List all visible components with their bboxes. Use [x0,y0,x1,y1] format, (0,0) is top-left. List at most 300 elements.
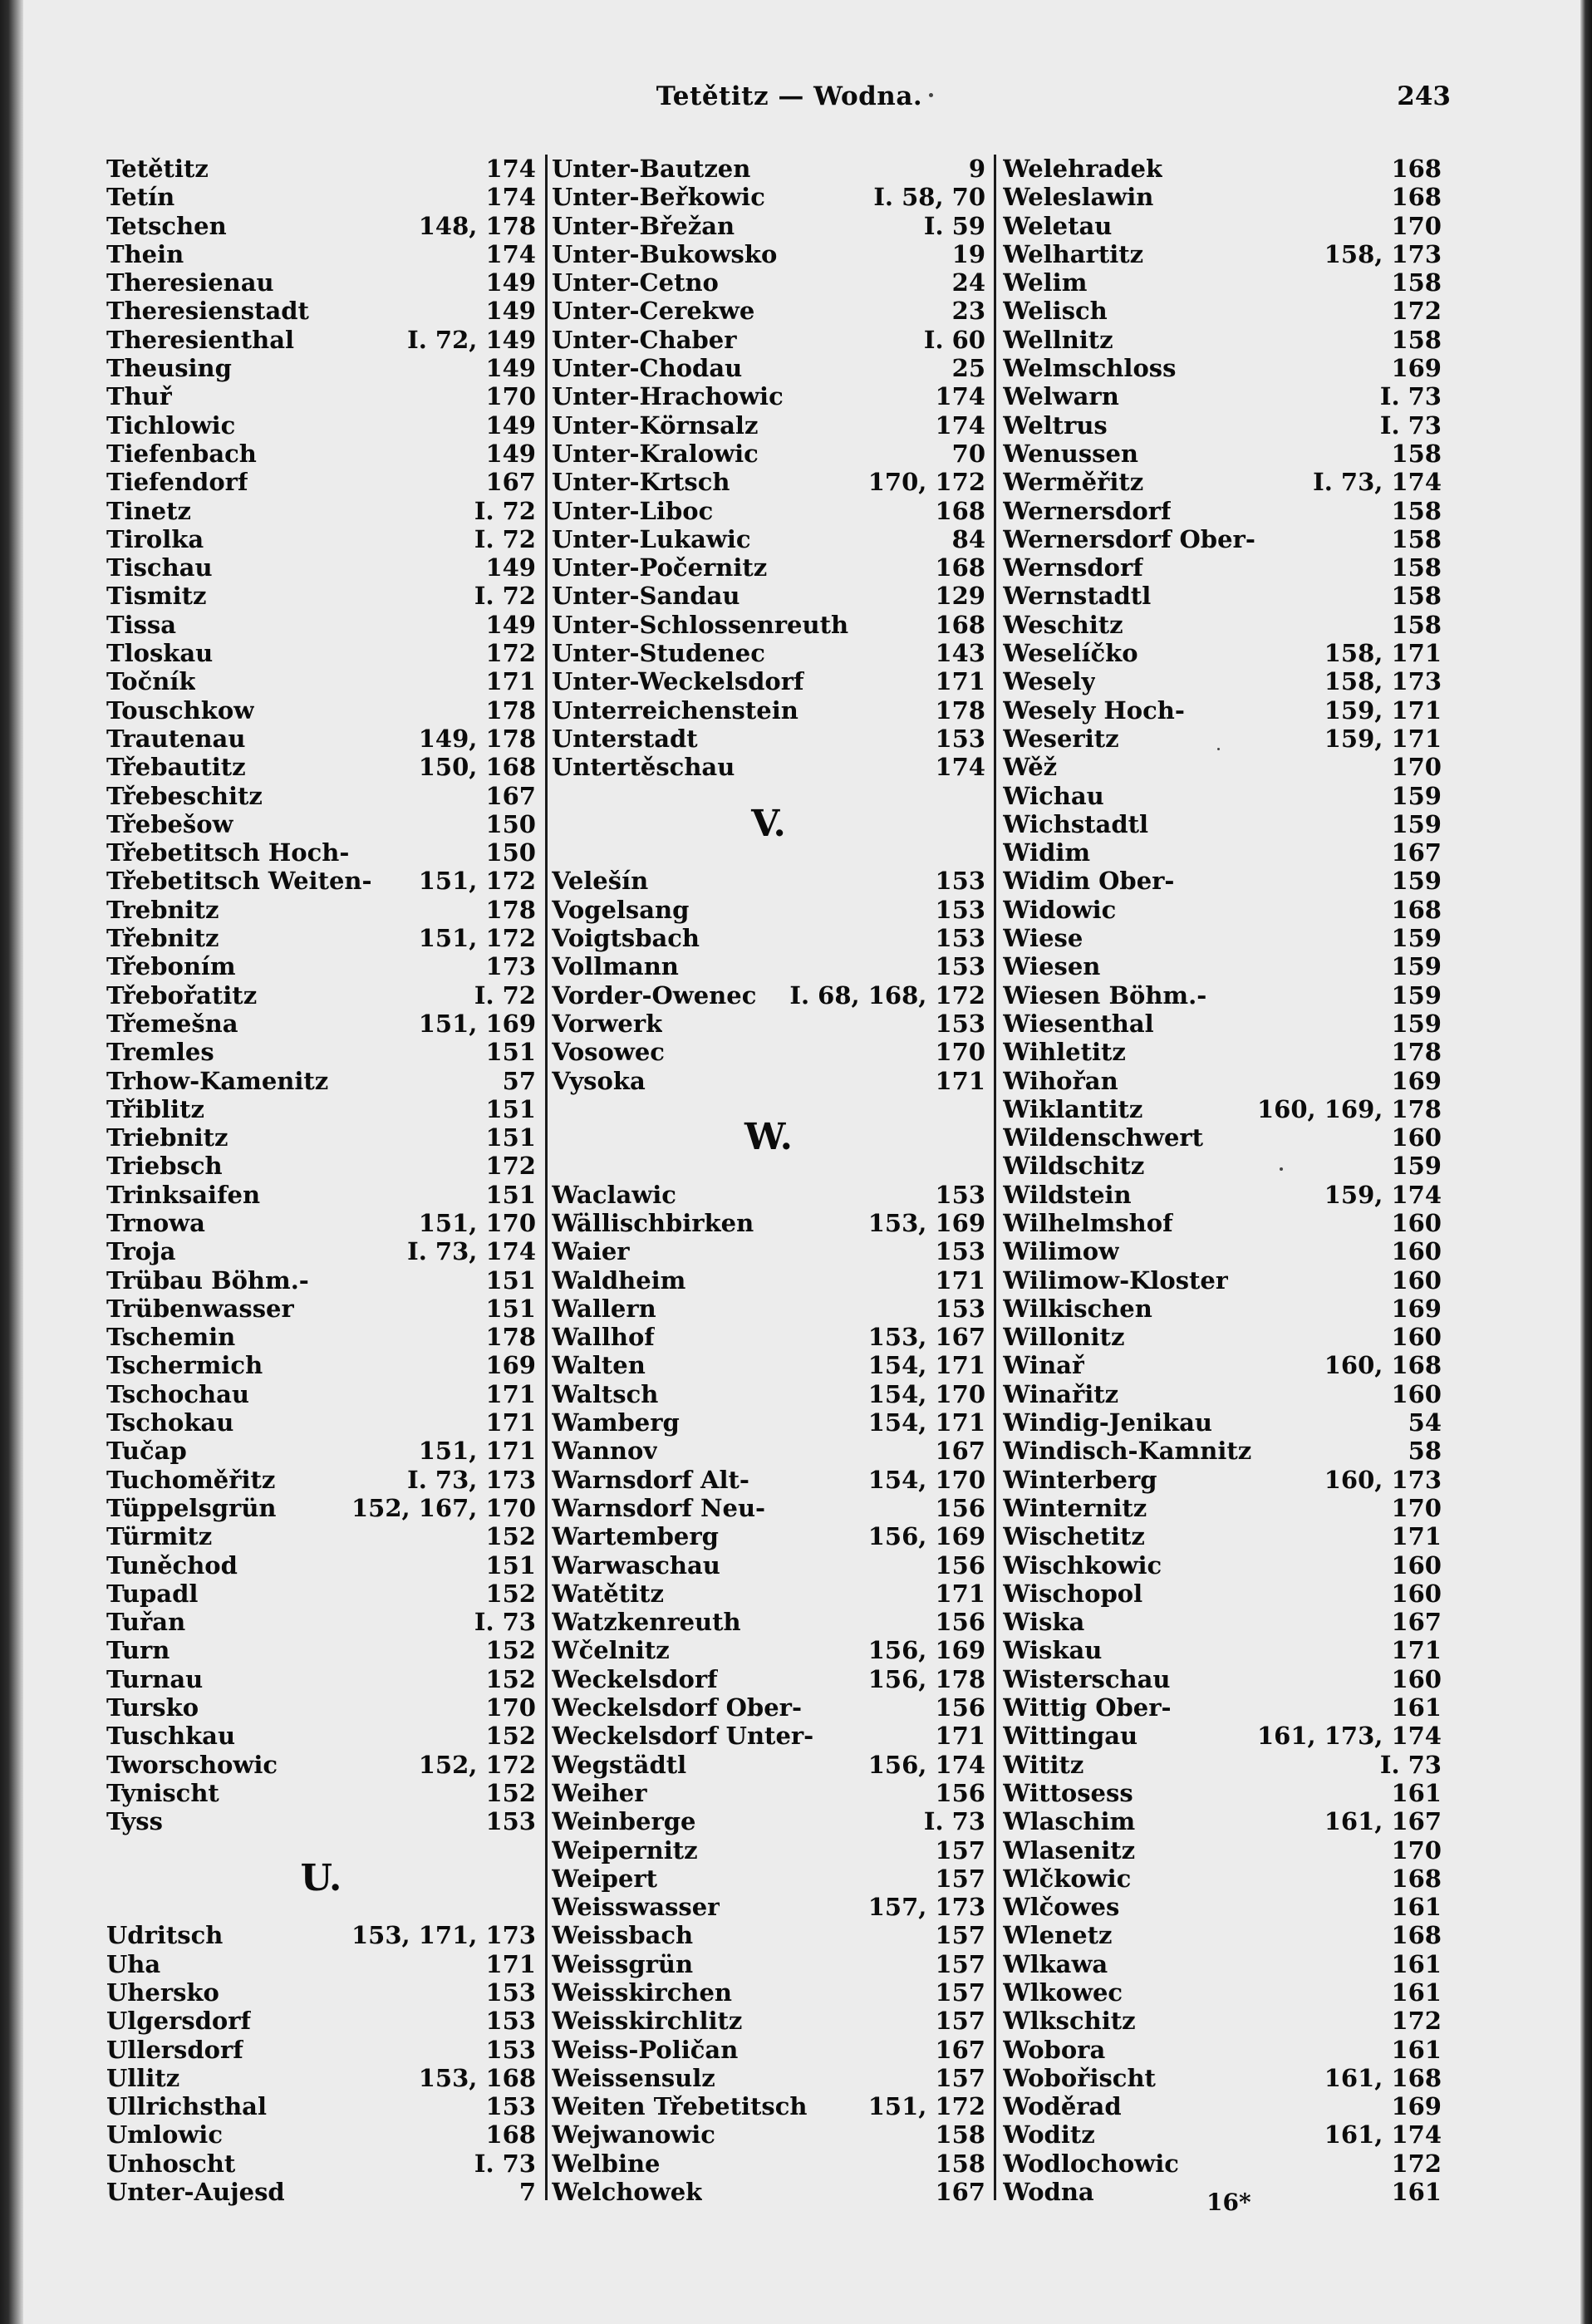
page-reference: 152 [485,1722,536,1751]
page-reference: 152 [485,1636,536,1665]
index-entry [552,1010,985,1038]
index-entry [1003,1295,1442,1323]
page-reference: 159, 174 [1324,1180,1442,1209]
page-reference: 158 [1391,496,1442,525]
index-entry [552,924,985,952]
place-name: Tischau [106,553,213,582]
place-name: Weisskirchen [552,1978,732,2007]
page-reference: 158, 173 [1324,239,1442,268]
index-entry [1003,867,1442,895]
index-entry [1003,1807,1442,1835]
page-reference: 168 [1391,895,1442,924]
index-entry [106,268,536,297]
page-reference: I. 73, 174 [1313,468,1442,497]
index-entry [1003,1580,1442,1608]
place-name: Třebautitz [106,753,246,782]
index-entry [1003,753,1442,781]
page-reference: 154, 171 [867,1351,985,1380]
index-entry [552,2064,985,2092]
page-reference: 159, 171 [1324,724,1442,753]
index-entry [106,1380,536,1408]
page-reference: 171 [935,1722,985,1751]
index-entry [1003,1665,1442,1693]
index-entry [1003,2120,1442,2149]
place-name: Winař [1003,1351,1085,1380]
index-entry [552,1266,985,1295]
page-reference: 151 [485,1550,536,1580]
page-reference: I. 73, 173 [407,1465,536,1494]
page-reference: 161, 173, 174 [1257,1722,1442,1751]
index-entry [552,525,985,553]
page-reference: 156, 169 [867,1522,985,1551]
place-name: Wischetitz [1003,1522,1145,1551]
place-name: Unter-Körnsalz [552,410,759,440]
index-entry [552,1978,985,2007]
index-entry [1003,1351,1442,1379]
page-reference: 169 [1391,354,1442,383]
index-entry [106,896,536,924]
page-reference: 174 [485,155,536,183]
page-reference: 153 [485,2007,536,2036]
page-reference: 160 [1391,1265,1442,1295]
page-reference: 167 [1391,838,1442,867]
index-entry [106,1466,536,1494]
index-entry [552,2150,985,2178]
place-name: Wischkowic [1003,1550,1162,1580]
index-entry [106,582,536,610]
index-entry [106,440,536,468]
index-entry [1003,382,1442,410]
page-reference: 168 [1391,183,1442,212]
index-entry [106,2178,536,2206]
index-entry [1003,667,1442,695]
place-name: Wichau [1003,781,1104,810]
place-name: Wernersdorf Ober- [1003,524,1255,553]
place-name: Weinberge [552,1807,696,1836]
place-name: Unter-Beřkowic [552,183,765,212]
place-name: Tschermich [106,1351,263,1380]
page-reference: 178 [935,695,985,725]
page-reference: 174 [935,382,985,411]
place-name: Unter-Studenec [552,639,765,668]
page-reference: 156 [935,1693,985,1722]
place-name: Widowic [1003,895,1117,924]
index-entry [552,2007,985,2035]
section-letter: V. [751,802,786,845]
place-name: Unter-Cetno [552,268,719,297]
place-name: Warnsdorf Alt- [552,1465,749,1494]
place-name: Thuř [106,382,173,411]
place-name: Triebnitz [106,1123,228,1152]
place-name: Ullersdorf [106,2035,243,2064]
page-reference: 7 [518,2178,536,2207]
index-entry [106,952,536,980]
place-name: Wlkowec [1003,1978,1123,2007]
page-reference: 157, 173 [867,1893,985,1922]
page-reference: 149 [485,268,536,297]
place-name: Widim [1003,838,1091,867]
place-name: Wejwanowic [552,2120,715,2150]
page-reference: 151 [485,1094,536,1123]
place-name: Türmitz [106,1522,213,1551]
index-entry [106,1323,536,1351]
page-reference: 170, 172 [867,468,985,497]
page-reference: 170 [1391,753,1442,782]
place-name: Tuschkau [106,1722,236,1751]
page-number: 243 [1397,81,1451,111]
index-entry [552,1722,985,1750]
page-reference: 153 [935,867,985,896]
place-name: Tschokau [106,1408,234,1437]
page-reference: 170 [485,382,536,411]
page-reference: 168 [935,610,985,639]
index-entry [106,1950,536,1978]
place-name: Waier [552,1237,630,1266]
place-name: Weiss-Poličan [552,2035,739,2064]
index-entry [106,1722,536,1750]
page-reference: 152 [485,1664,536,1693]
index-entry [106,981,536,1010]
index-entry [1003,1123,1442,1152]
index-entry [1003,2092,1442,2120]
place-name: Wernersdorf [1003,496,1172,525]
page-reference: 159 [1391,1009,1442,1038]
place-name: Vollmann [552,952,679,981]
index-entry [106,382,536,410]
page-reference: 156 [935,1550,985,1580]
place-name: Wichstadtl [1003,809,1149,838]
page-reference: 149 [485,610,536,639]
index-entry [1003,1209,1442,1237]
place-name: Weiten Třebetitsch [552,2092,808,2121]
index-entry [106,183,536,211]
index-entry [1003,1978,1442,2007]
page-header [0,81,1592,115]
place-name: Tirolka [106,524,204,553]
place-name: Watzkenreuth [552,1608,741,1637]
place-name: Winterberg [1003,1465,1157,1494]
index-entry [552,1351,985,1379]
place-name: Wiese [1003,924,1083,953]
page-reference: 153 [935,1237,985,1266]
index-entry [552,611,985,639]
page-reference: 156 [935,1778,985,1807]
index-entry [552,326,985,354]
index-entry [1003,810,1442,838]
index-entry [552,1807,985,1835]
page-reference: 150 [485,838,536,867]
place-name: Winternitz [1003,1493,1147,1522]
place-name: Turn [106,1636,170,1665]
page-reference: 159 [1391,952,1442,981]
page-reference: 160 [1391,1579,1442,1608]
place-name: Wiklantitz [1003,1094,1143,1123]
place-name: Welim [1003,268,1088,297]
index-entry [1003,354,1442,382]
page-reference: 161, 167 [1324,1807,1442,1836]
page-reference: I. 72, 149 [407,325,536,354]
page-reference: 149 [485,439,536,468]
page-reference: 151 [485,1294,536,1323]
index-entry [1003,1636,1442,1664]
index-entry [106,212,536,240]
page-reference: 161 [1391,1693,1442,1722]
place-name: Wlenetz [1003,1921,1113,1950]
place-name: Weckelsdorf Ober- [552,1693,802,1722]
place-name: Trübenwasser [106,1294,294,1323]
page-reference: 153 [935,924,985,953]
place-name: Tetschen [106,211,227,240]
index-entry [106,240,536,268]
page-reference: 153 [935,1294,985,1323]
index-entry [1003,497,1442,525]
index-entry [106,2120,536,2149]
page-reference: I. 73 [1379,382,1442,411]
place-name: Wegstädtl [552,1750,687,1779]
place-name: Unhoscht [106,2149,236,2178]
index-entry [106,1665,536,1693]
index-entry [106,611,536,639]
index-entry [106,1437,536,1465]
place-name: Werměřitz [1003,468,1144,497]
place-name: Wlkschitz [1003,2007,1136,2036]
page-reference: 151 [485,1123,536,1152]
page-reference: 170 [485,1693,536,1722]
place-name: Wenussen [1003,439,1139,468]
place-name: Wällischbirken [552,1208,754,1237]
place-name: Tschochau [106,1379,249,1408]
place-name: Theresienthal [106,325,295,354]
place-name: Wodna [1003,2178,1094,2207]
index-entry [106,810,536,838]
index-entry [1003,2064,1442,2092]
index-entry [106,155,536,183]
index-entry [1003,1380,1442,1408]
index-entry [1003,212,1442,240]
running-head: Tetětitz — Wodna. [656,81,923,111]
page-reference: 161 [1391,1978,1442,2007]
place-name: Tupadl [106,1579,199,1608]
page-reference: 173 [485,952,536,981]
page-reference: 161 [1391,1949,1442,1978]
place-name: Welbine [552,2149,661,2178]
page-reference: 159 [1391,924,1442,953]
page-reference: 171 [1391,1522,1442,1551]
place-name: Vosowec [552,1038,665,1067]
place-name: Welisch [1003,297,1108,326]
place-name: Theusing [106,354,232,383]
place-name: Třebetitsch Hoch- [106,838,350,867]
place-name: Uha [106,1949,161,1978]
section-letter: W. [744,1115,793,1158]
page-reference: 150 [485,809,536,838]
page-reference: 151 [485,1180,536,1209]
page-reference: 156, 178 [867,1664,985,1693]
page-reference: 171 [935,1579,985,1608]
index-entry [106,1978,536,2007]
page-reference: 174 [485,239,536,268]
place-name: Wildenschwert [1003,1123,1204,1152]
page-reference: 158 [1391,524,1442,553]
index-entry [1003,2150,1442,2178]
place-name: Winařitz [1003,1379,1119,1408]
index-entry [106,1095,536,1123]
page-reference: 171 [485,1379,536,1408]
place-name: Ulgersdorf [106,2007,252,2036]
index-entry [106,1580,536,1608]
place-name: Unterreichenstein [552,695,798,725]
index-entry [552,183,985,211]
place-name: Welmschloss [1003,354,1177,383]
page-reference: 25 [951,354,985,383]
index-entry [1003,639,1442,667]
index-entry [1003,611,1442,639]
page-reference: 153, 171, 173 [351,1921,536,1950]
index-entry [106,1408,536,1437]
page-reference: 168 [935,496,985,525]
index-entry [106,497,536,525]
place-name: Weseritz [1003,724,1119,753]
page-reference: 159 [1391,867,1442,896]
page-reference: 161, 168 [1324,2063,1442,2092]
page-reference: 151, 171 [418,1437,536,1466]
index-entry [106,1152,536,1180]
place-name: Waldheim [552,1265,686,1295]
index-entry [106,354,536,382]
index-entry [106,1551,536,1580]
index-entry [106,1067,536,1095]
place-name: Wiesen Böhm.- [1003,980,1207,1010]
page-reference: I. 72 [474,582,536,611]
place-name: Tichlowic [106,410,236,440]
place-name: Tinetz [106,496,191,525]
page-reference: I. 73 [474,2149,536,2178]
index-entry [106,838,536,867]
index-entry [552,382,985,410]
page-reference: 149 [485,553,536,582]
index-entry [106,1636,536,1664]
place-name: Tyss [106,1807,163,1836]
index-entry [552,1580,985,1608]
index-entry [552,1237,985,1265]
index-entry [1003,981,1442,1010]
page-reference: 171 [485,1949,536,1978]
index-entry [552,1636,985,1664]
page-reference: 168 [1391,155,1442,183]
place-name: Unter-Břežan [552,211,735,240]
index-entry [1003,1466,1442,1494]
index-entry [1003,297,1442,325]
page-reference: 158 [1391,553,1442,582]
page-reference: 158 [1391,439,1442,468]
page-reference: 157 [935,1864,985,1893]
place-name: Třebořatitz [106,980,258,1010]
index-entry [1003,1551,1442,1580]
index-entry [552,582,985,610]
place-name: Wernstadtl [1003,582,1152,611]
index-entry [106,1010,536,1038]
page-reference: 159, 171 [1324,695,1442,725]
place-name: Weiher [552,1778,647,1807]
index-entry [552,212,985,240]
index-entry [1003,1950,1442,1978]
index-entry [1003,1779,1442,1807]
page-reference: 157 [935,1835,985,1865]
index-entry [1003,1095,1442,1123]
page-reference: I. 59 [923,211,985,240]
place-name: Wittig Ober- [1003,1693,1172,1722]
index-entry [106,1522,536,1550]
place-name: Trübau Böhm.- [106,1265,309,1295]
page-reference: 172 [1391,2149,1442,2178]
page-reference: 153 [935,1180,985,1209]
place-name: Wischopol [1003,1579,1143,1608]
page-reference: 23 [951,297,985,326]
place-name: Wihletitz [1003,1038,1126,1067]
page-reference: 151, 172 [418,924,536,953]
place-name: Touschkow [106,695,255,725]
index-entry [1003,1751,1442,1779]
index-entry [552,1323,985,1351]
place-name: Wilimow [1003,1237,1120,1266]
page-reference: 151 [485,1038,536,1067]
index-entry [1003,2036,1442,2064]
page-reference: 160 [1391,1208,1442,1237]
place-name: Třemešna [106,1009,238,1038]
page-reference: 170 [1391,211,1442,240]
place-name: Willonitz [1003,1323,1125,1352]
place-name: Wamberg [552,1408,680,1437]
index-entry [552,440,985,468]
place-name: Unter-Chodau [552,354,743,383]
place-name: Weletau [1003,211,1113,240]
page-reference: I. 72 [474,496,536,525]
index-entry [552,2092,985,2120]
index-entry [106,2036,536,2064]
page-reference: 167 [935,2035,985,2064]
place-name: Weissensulz [552,2063,715,2092]
index-entry [106,667,536,695]
index-entry [1003,1494,1442,1522]
index-entry [106,2007,536,2035]
place-name: Wallern [552,1294,656,1323]
page-reference: 157 [935,2007,985,2036]
page-reference: 157 [935,1921,985,1950]
page-reference: 156, 169 [867,1636,985,1665]
print-speck [929,93,933,97]
index-entry [1003,1323,1442,1351]
page-reference: 161 [1391,2035,1442,2064]
page-reference: 153 [485,1807,536,1836]
page-reference: 169 [1391,1294,1442,1323]
page-reference: I. 73 [474,1608,536,1637]
place-name: Wiska [1003,1608,1085,1637]
place-name: Wesely Hoch- [1003,695,1185,725]
place-name: Woditz [1003,2120,1095,2150]
place-name: Unter-Bukowsko [552,239,778,268]
page-reference: 161 [1391,1778,1442,1807]
place-name: Wartemberg [552,1522,719,1551]
place-name: Tüppelsgrün [106,1493,277,1522]
index-entry [552,268,985,297]
page-reference: 178 [485,895,536,924]
place-name: Wobora [1003,2035,1106,2064]
index-entry [1003,1893,1442,1921]
place-name: Waclawic [552,1180,676,1209]
section-letter: U. [300,1856,342,1899]
page-reference: 157 [935,2063,985,2092]
page-reference: 9 [968,155,985,183]
